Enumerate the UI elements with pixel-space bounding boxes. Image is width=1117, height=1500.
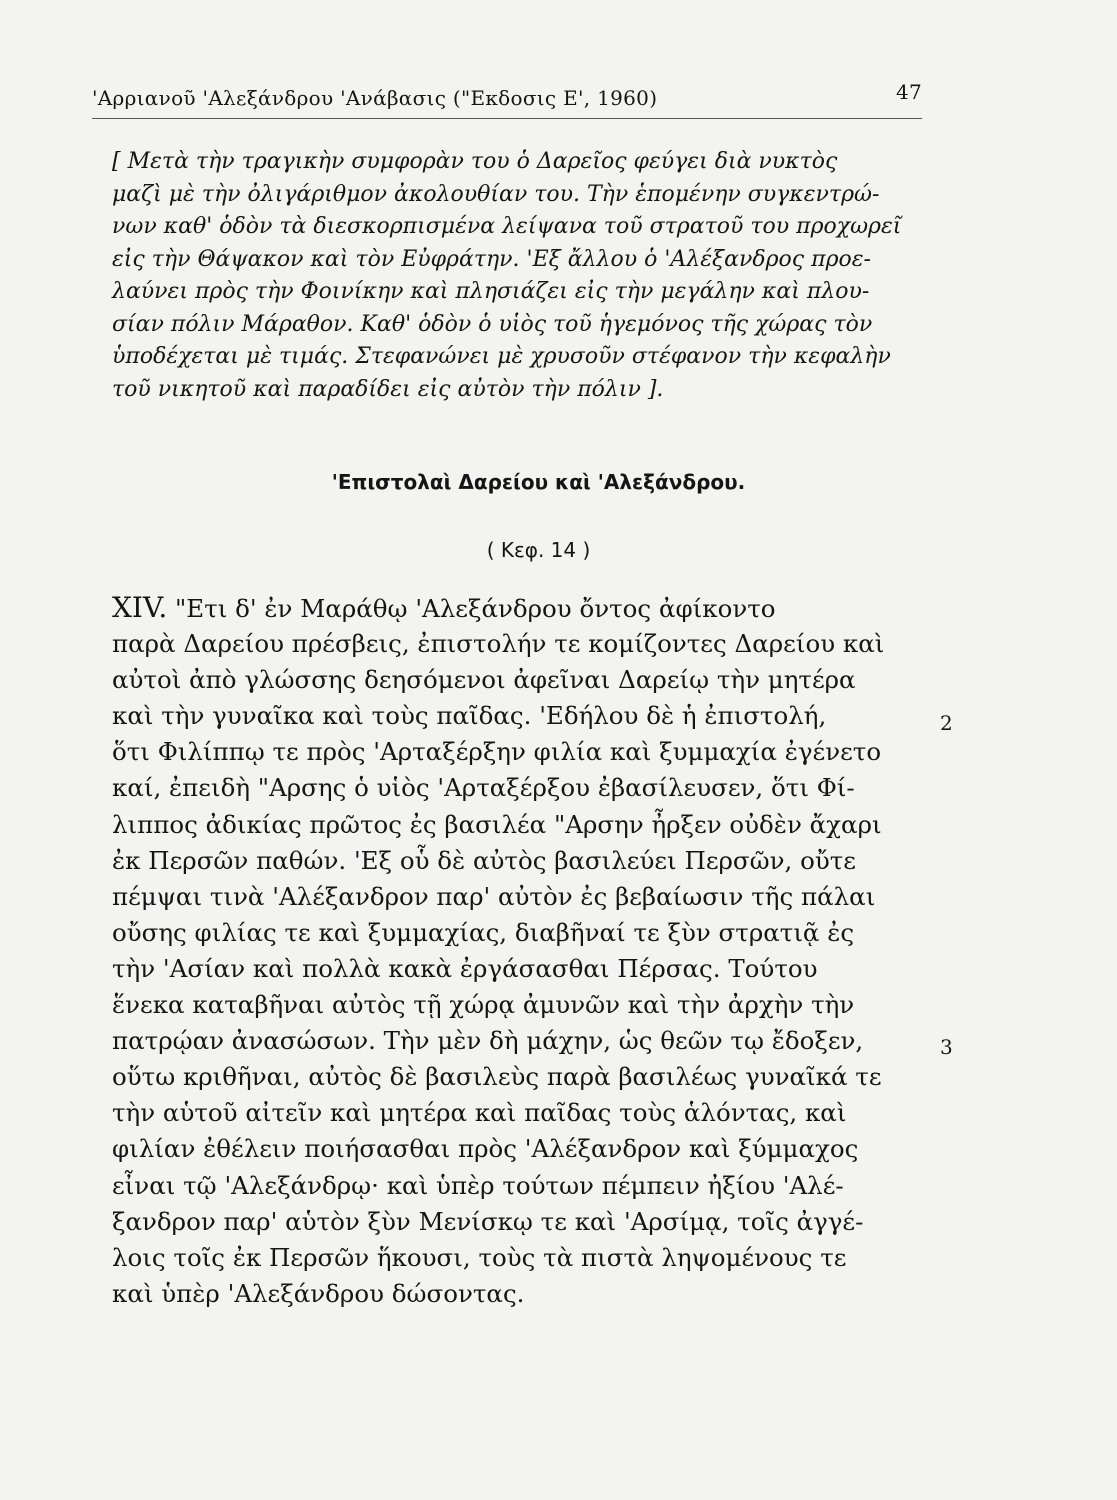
body-line: καὶ τὴν γυναῖκα καὶ τοὺς παῖδας. 'Εδήλου δὲ ἡ ἐπιστολή, — [112, 701, 827, 731]
body-line — [112, 590, 936, 626]
body-line: λοις τοῖς ἐκ Περσῶν ἥκουσι, τοὺς τὰ πιστὰ ληψομένους τε — [112, 1242, 847, 1272]
summary-line: μαζὶ μὲ τὴν ὀλιγάριθμον ἀκολουθίαν του. Τὴν ἑπομένην συγκεντρώ- — [112, 181, 880, 207]
chapter-numeral: XIV. — [112, 591, 168, 624]
body-line: καί, ἐπειδὴ "Αρσης ὁ υἱὸς 'Αρταξέρξου ἐβασίλευσεν, ὅτι Φί- — [112, 773, 855, 803]
chapter-reference: ( Κεφ. 14 ) — [486, 538, 591, 562]
running-header-title: 'Αρριανοῦ 'Αλεξάνδρου 'Ανάβασις ("Εκδοσις Ε', 1960) — [92, 86, 658, 110]
body-line: ἕνεκα καταβῆναι αὐτὸς τῇ χώρᾳ ἀμυνῶν καὶ τὴν ἀρχὴν τὴν — [112, 990, 855, 1020]
section-title: 'Επιστολαὶ Δαρείου καὶ 'Αλεξάνδρου. — [331, 470, 746, 494]
body-line: ὅτι Φιλίππῳ τε πρὸς 'Αρταξέρξην φιλία καὶ ξυμμαχία ἐγένετο — [112, 737, 882, 767]
chapter-summary — [112, 146, 930, 406]
running-header — [92, 80, 952, 116]
body-line: ἐκ Περσῶν παθών. 'Εξ οὗ δὲ αὐτὸς βασιλεύει Περσῶν, οὔτε — [112, 845, 856, 875]
body-line: τὴν αὑτοῦ αἰτεῖν καὶ μητέρα καὶ παῖδας τοὺς ἁλόντας, καὶ — [112, 1098, 847, 1128]
summary-line: τοῦ νικητοῦ καὶ παραδίδει εἰς αὐτὸν τὴν πόλιν ]. — [112, 376, 664, 402]
body-line: παρὰ Δαρείου πρέσβεις, ἐπιστολήν τε κομίζοντες Δαρείου καὶ — [112, 629, 885, 659]
body-line: λιππος ἀδικίας πρῶτος ἐς βασιλέα "Αρσην ἦρξεν οὐδὲν ἄχαρι — [112, 809, 882, 839]
body-line: τὴν 'Ασίαν καὶ πολλὰ κακὰ ἐργάσασθαι Πέρσας. Τούτου — [112, 953, 818, 983]
margin-paragraph-number: 3 — [940, 1035, 953, 1059]
summary-line: [ Μετὰ τὴν τραγικὴν συμφορὰν του ὁ Δαρεῖος φεύγει διὰ νυκτὸς — [112, 149, 838, 174]
body-line: ξανδρον παρ' αὑτὸν ξὺν Μενίσκῳ τε καὶ 'Αρσίμᾳ, τοῖς ἀγγέ- — [112, 1206, 864, 1236]
summary-line: νων καθ' ὁδὸν τὰ διεσκορπισμένα λείψανα τοῦ στρατοῦ του προχωρεῖ — [112, 214, 902, 239]
header-rule — [92, 118, 922, 119]
summary-line: ὑποδέχεται μὲ τιμάς. Στεφανώνει μὲ χρυσοῦν στέφανον τὴν κεφαλὴν — [112, 344, 891, 369]
body-line: οὕτω κριθῆναι, αὐτὸς δὲ βασιλεὺς παρὰ βασιλέως γυναῖκά τε — [112, 1062, 882, 1092]
body-line: πέμψαι τινὰ 'Αλέξανδρον παρ' αὐτὸν ἐς βεβαίωσιν τῆς πάλαι — [112, 881, 876, 911]
summary-line: σίαν πόλιν Μάραθον. Καθ' ὁδὸν ὁ υἱὸς τοῦ ἡγεμόνος τῆς χώρας τὸν — [112, 311, 873, 337]
body-line: πατρῴαν ἀνασώσων. Τὴν μὲν δὴ μάχην, ὡς θεῶν τῳ ἔδοξεν, — [112, 1026, 864, 1056]
body-line: αὐτοὶ ἀπὸ γλώσσης δεησόμενοι ἀφεῖναι Δαρείῳ τὴν μητέρα — [112, 665, 856, 695]
body-line: εἶναι τῷ 'Αλεξάνδρῳ· καὶ ὑπὲρ τούτων πέμπειν ἠξίου 'Αλέ- — [112, 1170, 844, 1200]
summary-line: εἰς τὴν Θάψακον καὶ τὸν Εὐφράτην. 'Εξ ἄλλου ὁ 'Αλέξανδρος προε- — [112, 246, 871, 272]
page-number: 47 — [895, 80, 922, 104]
margin-paragraph-number: 2 — [940, 711, 953, 735]
summary-line: λαύνει πρὸς τὴν Φοινίκην καὶ πλησιάζει εἰς τὴν μεγάλην καὶ πλου- — [112, 279, 870, 304]
body-line: καὶ ὑπὲρ 'Αλεξάνδρου δώσοντας. — [112, 1278, 525, 1308]
greek-body-text — [112, 590, 936, 1312]
body-line: φιλίαν ἐθέλειν ποιήσασθαι πρὸς 'Αλέξανδρον καὶ ξύμμαχος — [112, 1134, 859, 1164]
body-line: οὔσης φιλίας τε καὶ ξυμμαχίας, διαβῆναί τε ξὺν στρατιᾷ ἐς — [112, 917, 855, 947]
body-line-text: "Ετι δ' ἐν Μαράθῳ 'Αλεξάνδρου ὄντος ἀφίκοντο — [167, 594, 776, 623]
